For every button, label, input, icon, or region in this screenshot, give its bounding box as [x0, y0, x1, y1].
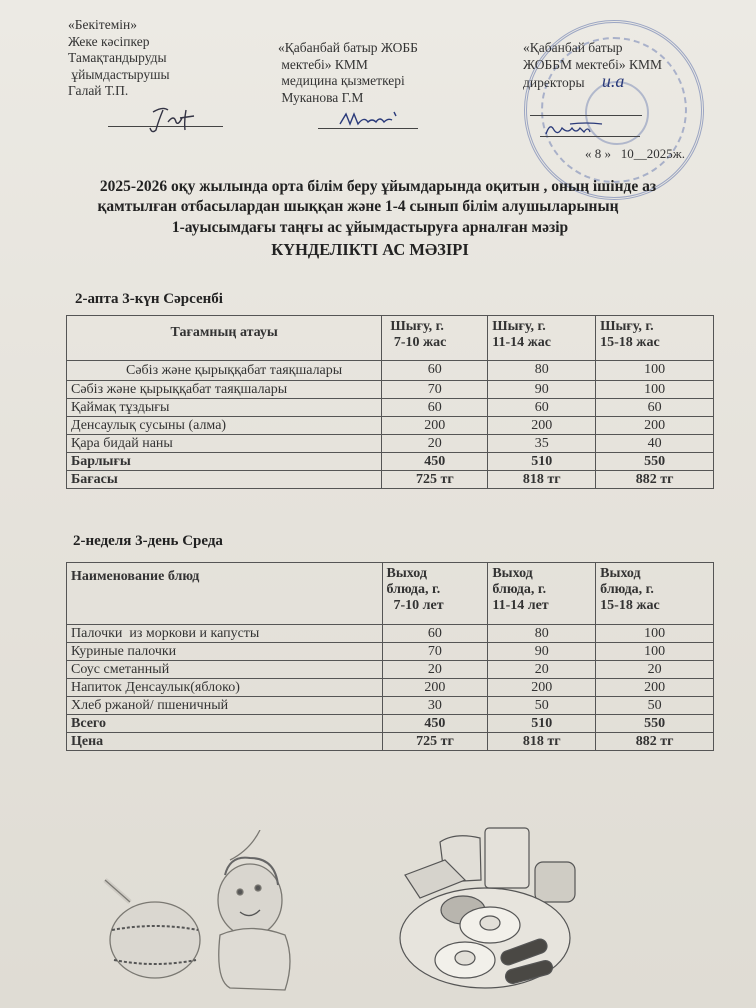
- approval-middle-line: медицина қызметкері: [278, 73, 405, 88]
- signature-middle-icon: [318, 106, 418, 130]
- dish-name: Қаймақ тұздығы: [67, 399, 382, 417]
- portion-7-10: 70: [382, 381, 488, 399]
- table-header-row: [67, 563, 714, 625]
- approval-right-initials: и.а: [601, 71, 625, 91]
- approval-left-line: «Бекітемін»: [68, 17, 137, 32]
- total-7-10: 450: [382, 715, 488, 733]
- table-row: [67, 361, 714, 381]
- approval-left-line: Жеке кәсіпкер: [68, 33, 150, 49]
- kazakh-menu-table: [66, 315, 714, 489]
- column-header-15-18: Шығу, г. 15-18 жас: [596, 316, 714, 361]
- approval-right: [523, 40, 662, 92]
- table-row: [67, 661, 714, 679]
- portion-11-14: 90: [488, 381, 596, 399]
- portion-7-10: 60: [382, 625, 488, 643]
- total-11-14: 510: [488, 715, 596, 733]
- signature-left: [108, 104, 223, 127]
- signature-left-icon: [108, 104, 223, 134]
- portion-15-18: 200: [596, 417, 714, 435]
- price-15-18: 882 тг: [596, 733, 714, 751]
- dish-name: Сәбіз және қырыққабат таяқшалары: [67, 361, 382, 381]
- portion-7-10: 20: [382, 661, 488, 679]
- signature-line-right-1: [530, 115, 642, 116]
- price-7-10: 725 тг: [382, 471, 488, 489]
- portion-15-18: 100: [596, 643, 714, 661]
- approval-right-role: директоры: [523, 75, 585, 90]
- table-row: [67, 679, 714, 697]
- portion-15-18: 200: [596, 679, 714, 697]
- portion-15-18: 20: [596, 661, 714, 679]
- breakfast-plate-icon: [385, 820, 585, 1000]
- portion-7-10: 20: [382, 435, 488, 453]
- portion-15-18: 60: [596, 399, 714, 417]
- title-line-3: 1-ауысымдағы таңғы ас ұйымдастыруға арналған мәзір: [171, 219, 569, 236]
- price-row: [67, 733, 714, 751]
- portion-11-14: 60: [488, 399, 596, 417]
- russian-menu-subtitle: 2-неделя 3-день Среда: [73, 533, 223, 549]
- table-row: [67, 435, 714, 453]
- column-header-dish: Тағамның атауы: [67, 316, 382, 361]
- portion-15-18: 100: [596, 361, 714, 381]
- price-label: Цена: [67, 733, 383, 751]
- signature-middle: [318, 106, 418, 129]
- portion-7-10: 60: [382, 361, 488, 381]
- table-header-row: [67, 316, 714, 361]
- approval-date: « 8 » 10__2025ж.: [585, 146, 685, 161]
- dish-name: Сәбіз және қырыққабат таяқшалары: [67, 381, 382, 399]
- approval-left-line: Галай Т.П.: [68, 83, 129, 98]
- table-row: [67, 625, 714, 643]
- total-row: [67, 715, 714, 733]
- approval-left-line: Тамақтандыруды: [68, 50, 167, 65]
- portion-15-18: 100: [596, 381, 714, 399]
- dish-name: Соус сметанный: [67, 661, 383, 679]
- portion-11-14: 35: [488, 435, 596, 453]
- price-label: Бағасы: [67, 471, 382, 489]
- column-header-7-10: Шығу, г. 7-10 жас: [382, 316, 488, 361]
- kazakh-menu-subtitle: 2-апта 3-күн Сәрсенбі: [75, 291, 223, 307]
- portion-11-14: 200: [488, 417, 596, 435]
- chef-with-pot-icon: [100, 830, 300, 1000]
- approval-middle-line: Муканова Г.М: [278, 89, 364, 105]
- total-11-14: 510: [488, 453, 596, 471]
- table-row: [67, 417, 714, 435]
- price-11-14: 818 тг: [488, 471, 596, 489]
- approval-right-line: «Қабанбай батыр: [523, 40, 623, 55]
- portion-11-14: 90: [488, 643, 596, 661]
- total-15-18: 550: [596, 453, 714, 471]
- price-11-14: 818 тг: [488, 733, 596, 751]
- portion-11-14: 200: [488, 679, 596, 697]
- approval-middle-line: «Қабанбай батыр ЖОББ: [278, 40, 418, 55]
- portion-11-14: 80: [488, 625, 596, 643]
- column-header-11-14: Выход блюда, г. 11-14 лет: [488, 563, 596, 625]
- approval-right-line: ЖОББМ мектебі» КММ: [523, 56, 662, 72]
- portion-7-10: 70: [382, 643, 488, 661]
- portion-11-14: 50: [488, 697, 596, 715]
- dish-name: Куриные палочки: [67, 643, 383, 661]
- portion-7-10: 30: [382, 697, 488, 715]
- portion-7-10: 200: [382, 679, 488, 697]
- price-7-10: 725 тг: [382, 733, 488, 751]
- column-header-15-18: Выход блюда, г. 15-18 жас: [596, 563, 714, 625]
- table-row: [67, 643, 714, 661]
- signature-right: [540, 120, 640, 137]
- column-header-7-10: Выход блюда, г. 7-10 лет: [382, 563, 488, 625]
- portion-15-18: 100: [596, 625, 714, 643]
- approval-middle: [278, 40, 418, 106]
- price-15-18: 882 тг: [596, 471, 714, 489]
- portion-15-18: 40: [596, 435, 714, 453]
- column-header-dish: Наименование блюд: [67, 563, 383, 625]
- title-line-1: 2025-2026 оқу жылында орта білім беру ұйымдарында оқитын , оның ішінде аз: [99, 178, 657, 195]
- price-row: [67, 471, 714, 489]
- portion-15-18: 50: [596, 697, 714, 715]
- title-line-2: қамтылған отбасылардан шыққан және 1-4 сынып білім алушыларының: [97, 198, 619, 215]
- dish-name: Қара бидай наны: [67, 435, 382, 453]
- total-15-18: 550: [596, 715, 714, 733]
- portion-11-14: 20: [488, 661, 596, 679]
- dish-name: Палочки из моркови и капусты: [67, 625, 383, 643]
- total-label: Барлығы: [67, 453, 382, 471]
- approval-left: [68, 17, 170, 100]
- table-row: [67, 697, 714, 715]
- title-line-4: КҮНДЕЛІКТІ АС МӘЗІРІ: [271, 240, 469, 259]
- dish-name: Денсаулық сусыны (алма): [67, 417, 382, 435]
- column-header-11-14: Шығу, г. 11-14 жас: [488, 316, 596, 361]
- portion-11-14: 80: [488, 361, 596, 381]
- table-row: [67, 381, 714, 399]
- dish-name: Хлеб ржаной/ пшеничный: [67, 697, 383, 715]
- dish-name: Напиток Денсаулык(яблоко): [67, 679, 383, 697]
- portion-7-10: 200: [382, 417, 488, 435]
- total-label: Всего: [67, 715, 383, 733]
- russian-menu-table: [66, 562, 714, 751]
- approval-right-line: [523, 73, 662, 92]
- approval-middle-line: мектебі» КММ: [278, 56, 368, 72]
- portion-7-10: 60: [382, 399, 488, 417]
- total-7-10: 450: [382, 453, 488, 471]
- signature-right-icon: [540, 120, 640, 142]
- approval-left-line: ұйымдастырушы: [68, 66, 170, 82]
- table-row: [67, 399, 714, 417]
- total-row: [67, 453, 714, 471]
